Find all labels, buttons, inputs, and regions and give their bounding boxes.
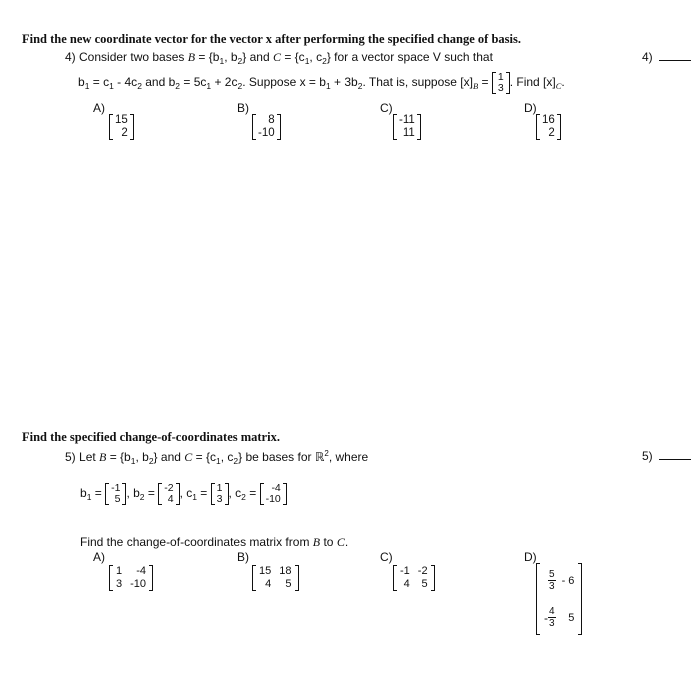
q5-heading: Find the specified change-of-coordinates matrix. (22, 430, 280, 444)
q5-d-r1c2: - 6 (561, 574, 575, 587)
q4-option-a[interactable]: 15 2 (109, 114, 134, 140)
q4-text: - 4c (113, 75, 138, 90)
q5-option-b[interactable]: 15 18 4 5 (252, 565, 299, 591)
space-exponent: 2 (324, 449, 329, 458)
q4-option-a-label[interactable]: A) (93, 101, 105, 115)
q4-text: . That is, suppose [x] (362, 75, 473, 90)
q5-option-d[interactable]: $\frac{5}{3}$ - 6 - $\frac{4}{3}$ 5 (536, 563, 582, 635)
vector-c1: 1 3 (211, 483, 229, 505)
q5-text: Find the change-of-coordinates matrix from (80, 535, 313, 549)
q5-option-c-label[interactable]: C) (380, 550, 393, 564)
answer-blank[interactable] (659, 50, 691, 61)
q4-heading: Find the new coordinate vector for the vector x after performing the specified change of basis. (22, 32, 521, 46)
q4-option-d-label[interactable]: D) (524, 101, 537, 115)
q4-option-d[interactable]: 16 2 (536, 114, 561, 140)
q5-answer-slot[interactable] (642, 449, 691, 463)
q4-option-b[interactable]: 8 -10 (252, 114, 281, 140)
q4-text: for a vector space V such that (330, 50, 493, 64)
q4-option-c[interactable]: -11 11 (393, 114, 421, 140)
q4-text: and b (141, 75, 176, 90)
q5-text: , where (328, 450, 369, 464)
basis-c-label: C (272, 50, 281, 64)
q4-text: = c (89, 75, 110, 90)
q4-answer-slot[interactable] (642, 50, 691, 64)
basis-b-label: B (99, 450, 107, 464)
vector-c2: -4 -10 (260, 483, 287, 505)
q4-line1: 4) Consider two bases $B = \{b_1$, $b_2$} and $C = \{c_1$, $c_2$} for a vector space V such that (65, 50, 493, 66)
q5-text: B (312, 535, 321, 549)
q4-text: + 2c (211, 75, 238, 90)
q5-text: to (323, 535, 337, 549)
q5-text: and (157, 450, 185, 464)
answer-blank[interactable] (659, 449, 691, 460)
q5-answer-number: 5) (642, 449, 653, 463)
basis-c-label: C (184, 450, 193, 464)
q4-option-b-label[interactable]: B) (237, 101, 249, 115)
basis-b-label: B (187, 50, 196, 64)
q5-d-r2c2: 5 (568, 611, 575, 624)
q4-answer-number: 4) (642, 50, 653, 64)
vector-b1: -1 5 (105, 483, 126, 505)
q5-text: Let (79, 450, 100, 464)
q4-number: 4) (65, 50, 76, 64)
q4-text: = 5c (180, 75, 207, 90)
q5-text: C (336, 535, 345, 549)
q4-text: Consider two bases (79, 50, 188, 64)
vector-b2: -2 4 (158, 483, 179, 505)
q5-number: 5) (65, 450, 76, 464)
q4-text: and (246, 50, 273, 64)
q5-instruction: Find the change-of-coordinates matrix from B to C. (80, 535, 349, 549)
q5-option-c[interactable]: -1 -2 4 5 (393, 565, 435, 591)
q5-vectors: $b_1$ = -1 5 , $b_2$ = -2 4 , $c_1$ = 1 3 , $c_2$ = -4 -10 (80, 483, 287, 505)
q5-line1: 5) Let $B = \{b_1$, $b_2$} and $C = \{c_1$, $c_2$} be bases for ℝ$^2$, where (65, 449, 369, 466)
q5-option-d-label[interactable]: D) (524, 550, 537, 564)
space-symbol: ℝ (314, 450, 325, 464)
q5-d-r2c1-sign: - (544, 610, 548, 625)
q4-line2: $b_1 = c_1 - 4c_2$ and $b_2 = 5c_1 + 2c_2$. Suppose $x = b_1 + 3b_2$. That is, suppose $[x]_B$ = 1 3 . Find $[x]_C$. (78, 71, 565, 94)
q5-option-b-label[interactable]: B) (237, 550, 249, 564)
q5-option-a-label[interactable]: A) (93, 550, 105, 564)
vector-xB: 1 3 (492, 72, 510, 94)
q4-option-c-label[interactable]: C) (380, 101, 393, 115)
q4-text: . Suppose x = b (242, 75, 326, 90)
q5-option-a[interactable]: 1 -4 3 -10 (109, 565, 153, 591)
q4-text: . Find [x] (509, 75, 556, 90)
q5-text: be bases for (242, 450, 315, 464)
q4-text: = (478, 75, 492, 90)
q4-text: + 3b (330, 75, 358, 90)
